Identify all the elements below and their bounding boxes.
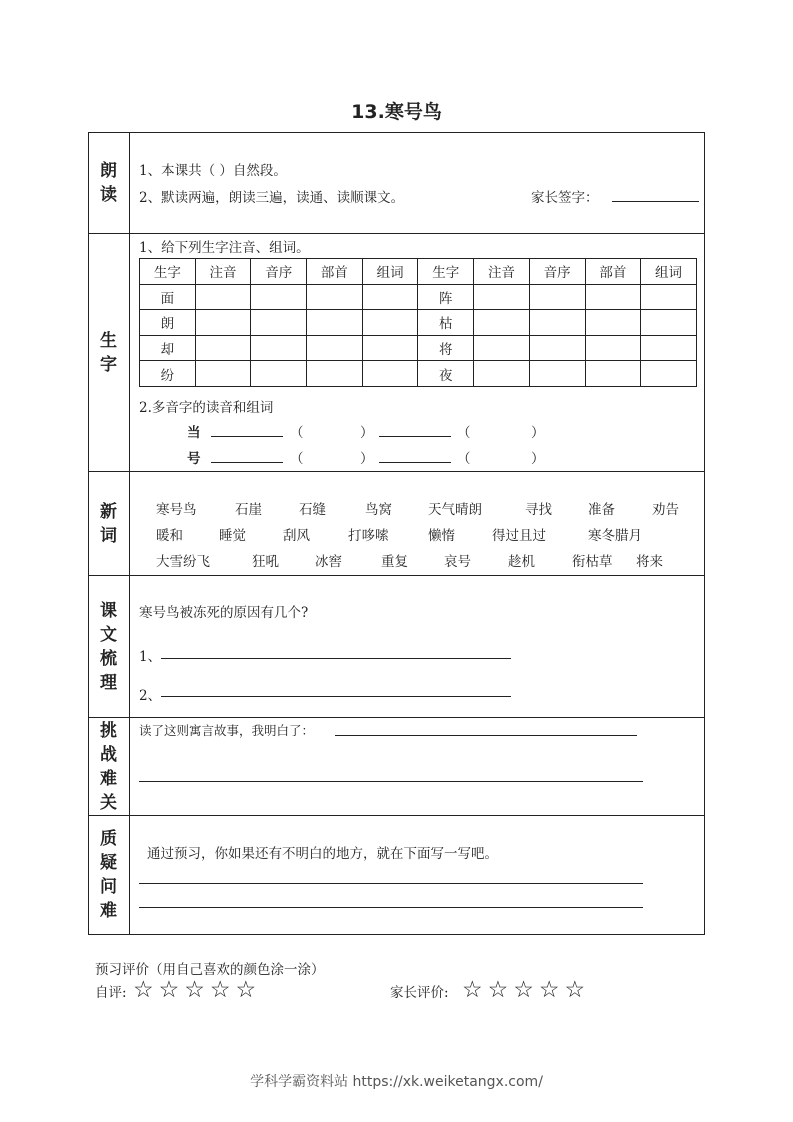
section-label-zhiyi: 质 疑 问 难 [100, 829, 117, 921]
star-icon[interactable]: ☆ [513, 977, 534, 1003]
vocab-word: 衔枯草 [572, 554, 613, 570]
star-icon[interactable]: ☆ [158, 977, 180, 1003]
answer-line[interactable] [139, 781, 643, 782]
vocab-word: 寻找 [525, 502, 552, 518]
answer-line[interactable] [161, 658, 511, 659]
section-label-tiaozhan: 挑 战 难 关 [100, 720, 117, 813]
polyphone-char: 号 [187, 451, 201, 467]
answer-line[interactable] [139, 883, 643, 884]
section-label-shengzi: 生 字 [100, 330, 117, 375]
vocab-word: 暖和 [156, 528, 183, 544]
vocab-word: 打哆嗦 [348, 528, 389, 544]
table-header-row: 生字 注音 音序 部首 组词 生字 注音 音序 部首 组词 [140, 259, 697, 285]
question-prompt: 通过预习，你如果还有不明白的地方，就在下面写一写吧。 [147, 846, 498, 862]
vocab-word: 重复 [381, 554, 408, 570]
answer-line[interactable] [139, 907, 643, 908]
lesson-learned-prompt: 读了这则寓言故事，我明白了： [139, 723, 315, 738]
parent-signature-label: 家长签字： [531, 190, 599, 206]
vocab-word: 刮风 [283, 528, 310, 544]
vocab-word: 寒冬腊月 [588, 528, 642, 544]
evaluation-title: 预习评价（用自己喜欢的颜色涂一涂） [95, 962, 325, 978]
star-icon[interactable]: ☆ [487, 977, 509, 1003]
page-title: 13.寒号鸟 [351, 101, 442, 123]
section-label-langdu: 朗 读 [100, 161, 117, 205]
section-divider [88, 575, 705, 576]
section-divider [88, 717, 705, 718]
paren-close: ） [360, 451, 374, 467]
pinyin-blank[interactable] [379, 436, 451, 437]
table-row: 却 将 [140, 335, 697, 361]
star-icon[interactable]: ☆ [133, 977, 154, 1003]
star-icon[interactable]: ☆ [564, 977, 586, 1003]
vocab-word: 寒号鸟 [156, 502, 197, 518]
star-icon[interactable]: ☆ [209, 977, 231, 1003]
vocab-word: 狂吼 [252, 554, 279, 570]
vocab-word: 趁机 [508, 554, 535, 570]
star-icon[interactable]: ☆ [462, 977, 483, 1003]
section-divider [88, 471, 705, 472]
star-icon[interactable]: ☆ [235, 977, 257, 1003]
paren-open: （ [457, 451, 471, 467]
paren-open: （ [290, 451, 304, 467]
table-row: 纷 夜 [140, 361, 697, 387]
polyphone-char: 当 [187, 425, 201, 441]
vocab-word: 天气晴朗 [428, 502, 482, 518]
section-divider [88, 815, 705, 816]
paren-close: ） [531, 425, 545, 441]
pinyin-blank[interactable] [211, 436, 283, 437]
vocab-word: 石崖 [235, 502, 262, 518]
reading-instruction: 2、默读两遍，朗读三遍，读通、读顺课文。 [139, 190, 405, 206]
paren-close: ） [531, 451, 545, 467]
answer-number: 2、 [139, 688, 162, 704]
pinyin-blank[interactable] [211, 462, 283, 463]
vocab-word: 冰窖 [315, 554, 342, 570]
vocab-word: 石缝 [299, 502, 326, 518]
self-evaluation-label: 自评: [95, 985, 127, 1001]
vocab-word: 懒惰 [428, 528, 455, 544]
star-icon[interactable]: ☆ [538, 977, 560, 1003]
paren-open: （ [457, 425, 471, 441]
self-star-rating [133, 979, 256, 1002]
table-row: 朗 枯 [140, 310, 697, 336]
character-question: 1、给下列生字注音、组词。 [139, 240, 310, 256]
vocab-word: 哀号 [444, 554, 471, 570]
answer-number: 1、 [139, 649, 162, 665]
table-row: 面 阵 [140, 284, 697, 310]
section-label-kewen: 课 文 梳 理 [100, 600, 117, 693]
reason-question: 寒号鸟被冻死的原因有几个? [139, 605, 309, 621]
paren-open: （ [290, 425, 304, 441]
paragraph-count-question: 1、本课共（ ）自然段。 [139, 163, 287, 179]
paren-close: ） [360, 425, 374, 441]
pinyin-blank[interactable] [379, 462, 451, 463]
footer-watermark: 学科学霸资料站 https://xk.weiketangx.com/ [250, 1074, 543, 1090]
character-table [139, 258, 697, 387]
answer-line[interactable] [161, 696, 511, 697]
vocab-word: 鸟窝 [365, 502, 392, 518]
vocab-word: 准备 [588, 502, 615, 518]
section-label-xinci: 新 词 [100, 501, 117, 546]
parent-evaluation-label: 家长评价: [390, 985, 449, 1001]
polyphone-question: 2.多音字的读音和组词 [139, 400, 274, 416]
vocab-word: 将来 [636, 554, 663, 570]
star-icon[interactable]: ☆ [184, 977, 205, 1003]
answer-line[interactable] [335, 735, 637, 736]
parent-star-rating [462, 979, 585, 1002]
vocab-word: 劝告 [652, 502, 679, 518]
section-divider [88, 233, 705, 234]
vocab-word: 大雪纷飞 [156, 554, 210, 570]
parent-signature-field[interactable] [612, 201, 699, 202]
vocab-word: 睡觉 [219, 528, 246, 544]
vocab-word: 得过且过 [492, 528, 546, 544]
